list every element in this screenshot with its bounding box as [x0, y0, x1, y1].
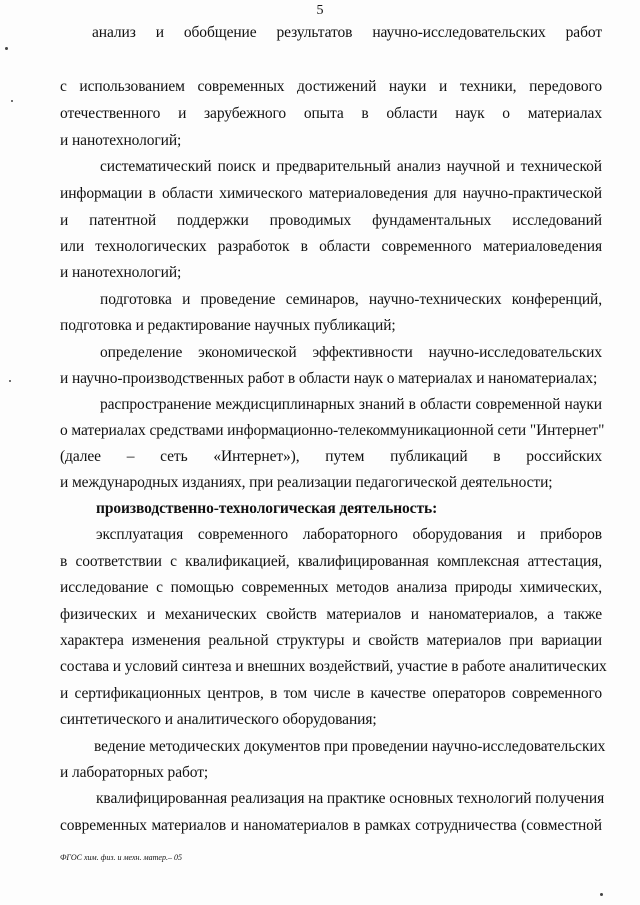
text-line: в соответствии с квалификацией, квалифицированная комплексная аттестация, [60, 553, 602, 570]
text-line: синтетического и аналитического оборудования; [60, 711, 377, 728]
text-line: отечественного и зарубежного опыта в области наук о материалах [60, 105, 602, 122]
text-line: информации в области химического материаловедения для научно-практической [60, 185, 602, 202]
text-line: характера изменения реальной структуры и свойств материалов при вариации [60, 632, 602, 649]
text-line: анализ и обобщение результатов научно-исследовательских работ [92, 24, 602, 41]
page-number: 5 [316, 3, 324, 18]
text-line: и нанотехнологий; [60, 264, 182, 281]
text-line: и международных изданиях, при реализации педагогической деятельности; [60, 474, 553, 491]
text-line: и научно-производственных работ в области наук о материалах и наноматериалах; [60, 370, 598, 387]
scan-speck [11, 100, 13, 102]
text-line: эксплуатация современного лабораторного оборудования и приборов [96, 526, 602, 543]
text-line: и нанотехнологий; [60, 132, 182, 149]
text-line: квалифицированная реализация на практике основных технологий получения [96, 790, 605, 807]
scan-speck [5, 47, 8, 50]
text-line: ведение методических документов при проведении научно-исследовательских [94, 738, 606, 755]
text-line: определение экономической эффективности научно-исследовательских [100, 344, 602, 361]
scan-speck [9, 380, 11, 382]
scan-speck [600, 893, 603, 896]
text-line: подготовка и редактирование научных публикаций; [60, 317, 396, 334]
section-heading: производственно-технологическая деятельность: [96, 500, 438, 517]
text-line: с использованием современных достижений науки и техники, передового [60, 78, 602, 95]
text-line: (далее – сеть «Интернет»), путем публикаций в российских [60, 448, 602, 465]
text-line: о материалах средствами информационно-телекоммуникационной сети "Интернет" [60, 422, 605, 439]
text-line: и патентной поддержки проводимых фундаментальных исследований [60, 212, 602, 229]
text-line: физических и механических свойств материалов и наноматериалов, а также [60, 606, 602, 623]
text-line: подготовка и проведение семинаров, научно-технических конференций, [100, 291, 602, 308]
text-line: и лабораторных работ; [60, 764, 209, 781]
text-line: современных материалов и наноматериалов в рамках сотрудничества (совместной [60, 817, 602, 834]
text-line: систематический поиск и предварительный анализ научной и технической [100, 158, 602, 175]
text-line: распространение междисциплинарных знаний в области современной науки [100, 396, 602, 413]
text-line: исследование с помощью современных методов анализа природы химических, [60, 579, 602, 596]
text-line: и сертификационных центров, в том числе в качестве операторов современного [60, 685, 602, 702]
text-line: состава и условий синтеза и внешних воздействий, участие в работе аналитических [60, 658, 607, 675]
text-line: или технологических разработок в области современного материаловедения [60, 238, 602, 255]
footer-note: ФГОС хим. физ. и мехн. матер.– 05 [60, 853, 182, 862]
